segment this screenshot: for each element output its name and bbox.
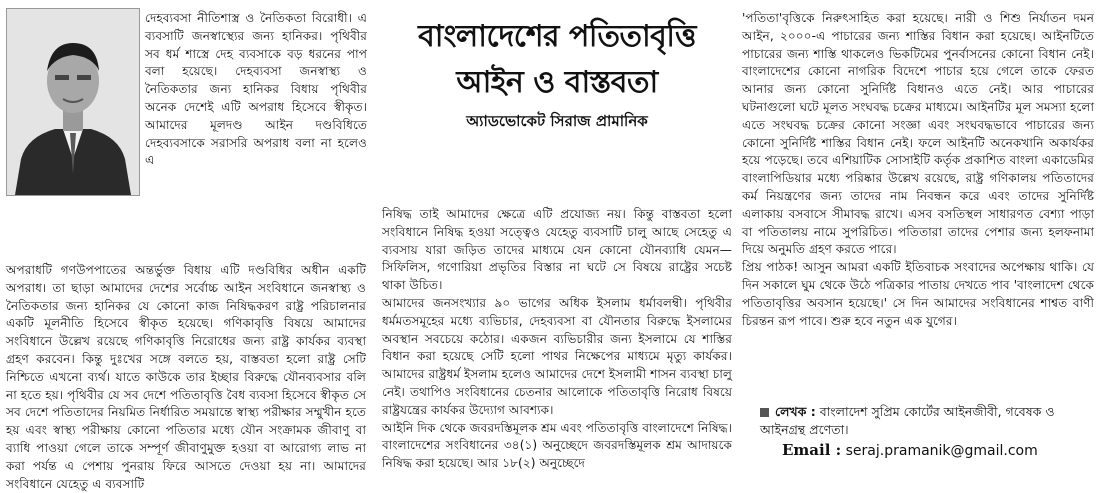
author-description: বাংলাদেশ সুপ্রিম কোর্টের আইনজীবী, গবেষক ও আইনগ্রন্থ প্রণেতা।	[760, 404, 1055, 437]
byline: অ্যাডভোকেট সিরাজ প্রামানিক	[466, 112, 648, 130]
middle-column-text	[382, 206, 732, 473]
right-column-text	[742, 10, 1094, 330]
author-photo	[6, 8, 140, 196]
paragraph: নিষিদ্ধ তাই আমাদের ক্ষেত্রে এটি প্রযোজ্য নয়। কিন্তু বাস্তবতা হলো সংবিধানে নিষিদ্ধ হওয়া সত্ত্বেও যেহেতু ব্যবসাটি চালু আছে সেহেতু এ ব্যবসায় যারা জড়িত তাদের মাধ্যমে যেন কোনো যৌনব্যাধি যেমন—সিফিলিস, গণোরিয়া প্রভৃতির বিস্তার না ঘটে সে বিষয়ে রাষ্ট্রের সচেষ্ট থাকা উচিত।	[382, 207, 732, 293]
paragraph: দেহব্যবসা নীতিশাস্ত্র ও নৈতিকতা বিরোধী। এ ব্যবসাটি জনস্বাস্থ্যের জন্য হানিকর। পৃথিবীর সব ধর্ম শাস্ত্রে দেহ ব্যবসাকে বড় ধরনের পাপ বলা হয়েছে। দেহব্যবসা জনস্বাস্থ্য ও নৈতিকতার জন্য হানিকর বিধায় পৃথিবীর অনেক দেশেই এটি অপরাধ হিসেবে স্বীকৃত। আমাদের মূলদণ্ড আইন দণ্ডবিধিতে দেহব্যবসাকে সরাসরি অপরাধ বলা না হলেও এ	[145, 11, 367, 168]
paragraph: 'পতিতা'বৃত্তিকে নিরুৎসাহিত করা হয়েছে। নারী ও শিশু নির্যাতন দমন আইন, ২০০০-এ পাচারের জন্য শাস্তির বিধান করা হয়েছে। আইনটিতে পাচারের জন্য শাস্তি থাকলেও ভিকটিমের পুনর্বাসনের কোনো বিধান নেই। বাংলাদেশের কোনো নাগরিক বিদেশে পাচার হয়ে গেলে তাকে ফেরত আনার জন্য কোনো সুনির্দিষ্ট বিধানও এতে নেই। আর পাচারের ঘটনাগুলো ঘটে মূলত সংঘবদ্ধ চক্রের মাধ্যমে। আইনটির মূল সমস্যা হলো এতে সংঘবদ্ধ চক্রের কোনো সংজ্ঞা এবং সংঘবদ্ধভাবে পাচারের জন্য কোনো সুনির্দিষ্ট শাস্তির বিধান নেই। ফলে আইনটি অনেকখানি অকার্যকর হয়ে পড়েছে। তবে এশিয়াটিক সোসাইটি কর্তৃক প্রকাশিত বাংলা একাডেমির বাংলাপিডিয়ার মধ্যে পরিষ্কার উল্লেখ রয়েছে, রাষ্ট্র গণিকালয় পতিতাদের কর্ম নিয়ন্ত্রণের জন্য তাদের নাম নিবন্ধন করে এবং তাদের সুনির্দিষ্ট এলাকায় বসবাসে সীমাবদ্ধ রাখে। এসব বসতিস্থল সাধারণত বেশ্যা পাড়া বা পতিতালয় নামে সুপরিচিত। পতিতারা তাদের পেশার জন্য হলফনামা দিয়ে অনুমতি গ্রহণ করতে পারে।	[742, 11, 1094, 257]
paragraph: অপরাধটি গণউপপাতের অন্তর্ভুক্ত বিধায় এটি দণ্ডবিধির অধীন একটি অপরাধ। তা ছাড়া আমাদের দেশের সর্বোচ্চ আইন সংবিধানে জনস্বাস্থ্য ও নৈতিকতার জন্য হানিকর যে কোনো কাজ নিষিদ্ধকরণ রাষ্ট্র পরিচালনার একটি মূলনীতি হিসেবে স্বীকৃত হয়েছে। গণিকাবৃত্তি বিষয়ে আমাদের সংবিধানে উল্লেখ রয়েছে গণিকাবৃত্তি নিরোধের জন্য রাষ্ট্র কার্যকর ব্যবস্থা গ্রহণ করবেন। কিন্তু দুঃখের সঙ্গে বলতে হয়, বাস্তবতা হলো রাষ্ট্র সেটি নিশ্চিতে এখনো ব্যর্থ। যাতে কাউকে তার ইচ্ছার বিরুদ্ধে যৌনব্যবসার বলি না হতে হয়। পৃথিবীর যে সব দেশে পতিতাবৃত্তি বৈধ ব্যবসা হিসেবে স্বীকৃত সে সব দেশে পতিতাদের নিয়মিত নির্ধারিত সময়ান্তে স্বাস্থ্য পরীক্ষার সম্মুখীন হতে হয় এবং স্বাস্থ্য পরীক্ষায় কোনো পতিতার মধ্যে যৌন সংক্রামক জীবাণু বা ব্যাধি পাওয়া গেলে তাকে সম্পূর্ণ জীবাণুমুক্ত হওয়া বা আরোগ্য লাভ না করা পর্যন্ত এ পেশায় পুনরায় ফিরে আসতে দেওয়া হয় না। আমাদের সংবিধানে যেহেতু এ ব্যবসাটি	[6, 263, 366, 491]
headline-line-2: আইন ও বাস্তবতা	[456, 65, 658, 100]
email-line	[782, 440, 1094, 461]
paragraph: প্রিয় পাঠক! আসুন আমরা একটি ইতিবাচক সংবাদের অপেক্ষায় থাকি। যে দিন সকালে ঘুম থেকে উঠে পত্রিকার পাতায় দেখতে পাব 'বাংলাদেশ থেকে পতিতাবৃত্তির অবসান হয়েছে।' সে দিন আমাদের সংবিধানের শাশ্বত বাণী চিরন্তন রূপ পাবে। শুরু হবে নতুন এক যুগের।	[742, 260, 1094, 328]
headline-line-1: বাংলাদেশের পতিতাবৃত্তি	[418, 19, 696, 54]
email-label: Email :	[782, 441, 842, 459]
paragraph: আমাদের জনসংখ্যার ৯০ ভাগের অধিক ইসলাম ধর্মাবলম্বী। পৃথিবীর ধর্মমতসমূহের মধ্যে ব্যভিচার, দেহব্যবসা বা যৌনতার বিরুদ্ধে ইসলামের অবস্থান সবচেয়ে কঠোর। একজন ব্যভিচারীর জন্য ইসলামে যে শাস্তির বিধান করা হয়েছে সেটি হলো পাথর নিক্ষেপের মাধ্যমে মৃত্যু কার্যকর। আমাদের রাষ্ট্রধর্ম ইসলাম হলেও আমাদের দেশে ইসলামী শাসন ব্যবস্থা চালু নেই। তথাপিও সংবিধানের চেতনার আলোকে পতিতাবৃত্তি নিরোধ বিষয়ে রাষ্ট্রযন্ত্রের কার্যকর উদ্যোগ আবশ্যক।	[382, 295, 732, 417]
square-bullet-icon	[760, 408, 769, 417]
article-headline	[382, 14, 732, 135]
left-column-lower-text	[6, 262, 366, 493]
email-address[interactable]: seraj.pramanik@gmail.com	[845, 443, 1038, 459]
author-label: লেখক :	[775, 404, 816, 419]
author-note	[760, 403, 1094, 439]
left-column-upper-text	[145, 10, 367, 170]
author-portrait-icon	[7, 9, 139, 195]
paragraph: আইনি দিক থেকে জবরদস্তিমূলক শ্রম এবং পতিতাবৃত্তি বাংলাদেশে নিষিদ্ধ। বাংলাদেশের সংবিধানের ৩৪(১) অনুচ্ছেদে জবরদস্তিমূলক শ্রম আদায়কে নিষিদ্ধ করা হয়েছে। আর ১৮(২) অনুচ্ছেদে	[382, 420, 732, 471]
